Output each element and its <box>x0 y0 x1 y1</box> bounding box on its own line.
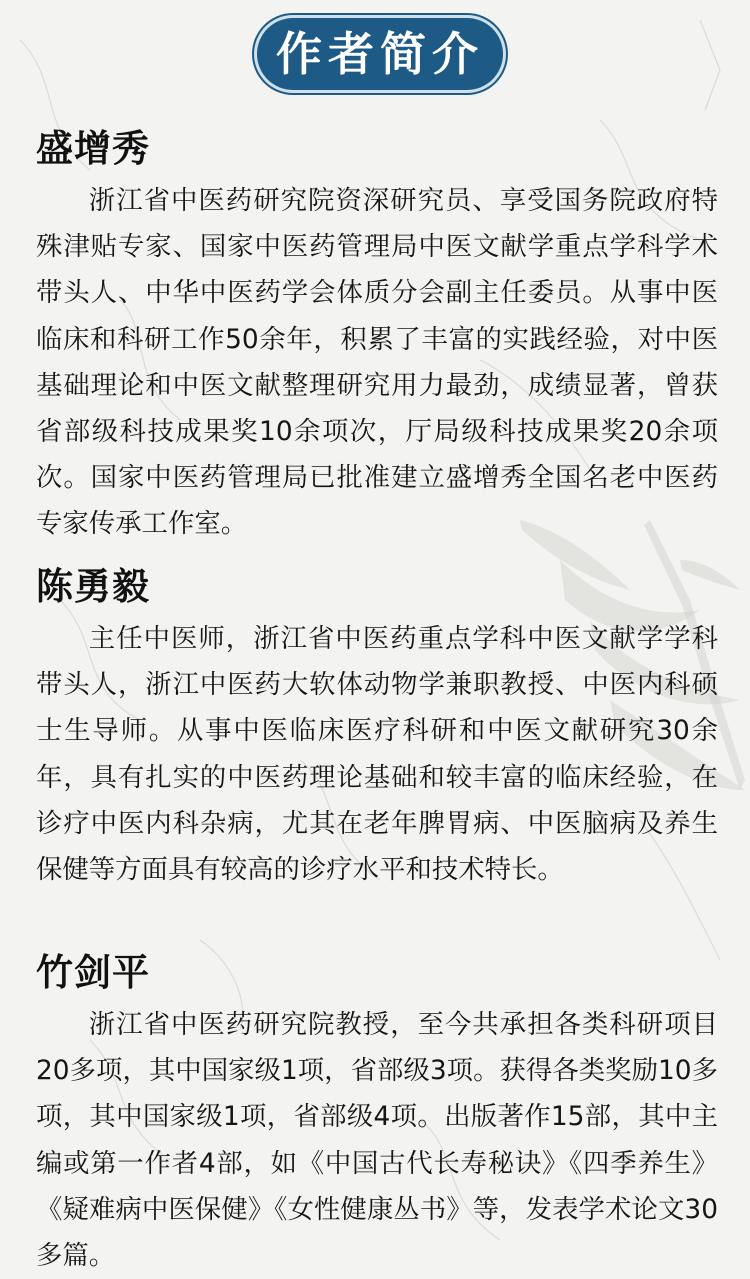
author-name: 陈勇毅 <box>36 565 150 608</box>
page-title: 作者简介 <box>276 27 484 81</box>
author-name: 盛增秀 <box>36 127 150 170</box>
title-badge <box>257 18 503 90</box>
author-section-2 <box>36 564 718 893</box>
author-name: 竹剑平 <box>36 951 150 994</box>
author-bio: 浙江省中医药研究院资深研究员、享受国务院政府特殊津贴专家、国家中医药管理局中医文献学重点学科学术带头人、中华中医药学会体质分会副主任委员。从事中医临床和科研工作50余年，积累了丰富的实践经验，对中医基础理论和中医文献整理研究用力最劲，成绩显著，曾获省部级科技成果奖10余项次，厅局级科技成果奖20余项次。国家中医药管理局已批准建立盛增秀全国名老中医药专家传承工作室。 <box>36 185 718 540</box>
author-bio: 主任中医师，浙江省中医药重点学科中医文献学学科带头人，浙江中医药大软体动物学兼职教授、中医内科硕士生导师。从事中医临床医疗科研和中医文献研究30余年，具有扎实的中医药理论基础和较丰富的临床经验，在诊疗中医内科杂病，尤其在老年脾胃病、中医脑病及养生保健等方面具有较高的诊疗水平和技术特长。 <box>36 623 718 886</box>
author-bio: 浙江省中医药研究院教授，至今共承担各类科研项目20多项，其中国家级1项，省部级3项。获得各类奖励10多项，其中国家级1项，省部级4项。出版著作15部，其中主编或第一作者4部，如《中国古代长寿秘诀》《四季养生》《疑难病中医保健》《女性健康丛书》等，发表学术论文30多篇。 <box>36 1009 718 1272</box>
author-section-1 <box>36 126 718 548</box>
page-header <box>0 8 750 92</box>
author-section-3 <box>36 950 718 1279</box>
